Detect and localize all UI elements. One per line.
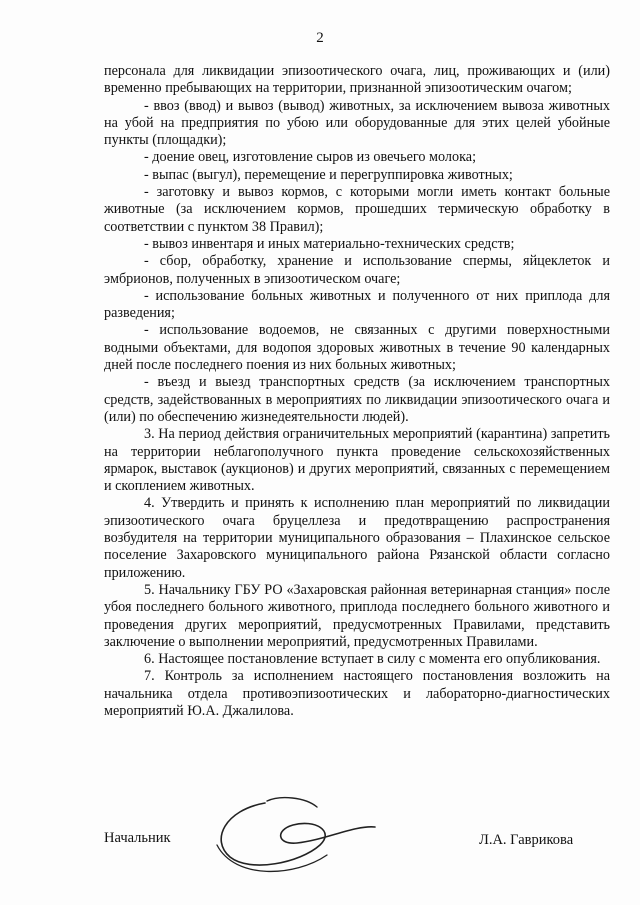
signatory-name: Л.А. Гаврикова (479, 832, 574, 848)
numbered-clause-7: 7. Контроль за исполнением настоящего постановления возложить на начальника отдела противоэпизоотических и лабораторно-диагностических мероприятий Ю.А. Джалилова. (104, 668, 610, 719)
list-item: - заготовку и вывоз кормов, с которыми могли иметь контакт больные животные (за исключением кормов, прошедших термическую обработку в соответствии с пунктом 38 Правил); (104, 184, 610, 235)
list-item: - выпас (выгул), перемещение и перегруппировка животных; (144, 166, 513, 183)
list-item: - сбор, обработку, хранение и использование спермы, яйцеклеток и эмбрионов, полученных в эпизоотическом очаге; (104, 253, 610, 287)
numbered-clause-6: 6. Настоящее постановление вступает в силу с момента его опубликования. (144, 651, 601, 668)
list-item: - ввоз (ввод) и вывоз (вывод) животных, за исключением вывоза животных на убой на предприятия по убою или оборудованные для этих целей убойные пункты (площадки); (104, 97, 610, 149)
signatory-title: Начальник (104, 830, 171, 846)
handwritten-signature (205, 785, 380, 880)
numbered-clause-4: 4. Утвердить и принять к исполнению план мероприятий по ликвидации эпизоотического очага бруцеллеза и предотвращению распространения возбудителя на территории муниципального образования – Плахинское сельское поселение Захаровского муниципального района Рязанской области согласно приложению. (104, 495, 610, 581)
list-item: - доение овец, изготовление сыров из овечьего молока; (144, 149, 477, 166)
list-item: - вывоз инвентаря и иных материально-технических средств; (144, 235, 515, 252)
paragraph: персонала для ликвидации эпизоотического очага, лиц, проживающих и (или) временно пребывающих на территории, признанной эпизоотическим очагом; (104, 63, 610, 97)
list-item: - использование водоемов, не связанных с другими поверхностными водными объектами, для водопоя здоровых животных в течение 90 календарных дней после последнего поения из них больных животных; (104, 322, 610, 374)
numbered-clause-5: 5. Начальнику ГБУ РО «Захаровская районная ветеринарная станция» после убоя последнего больного животного, приплода последнего больного животного и проведения других мероприятий, предусмотренных Правилами, представить заключение о выполнении мероприятий, предусмотренных Правилами. (104, 581, 610, 650)
numbered-clause-3: 3. На период действия ограничительных мероприятий (карантина) запретить на территории неблагополучного пункта проведение сельскохозяйственных ярмарок, выставок (аукционов) и других мероприятий, связанных с перемещением и скоплением животных. (104, 426, 610, 495)
list-item: - использование больных животных и полученного от них приплода для разведения; (104, 287, 610, 322)
document-body (104, 63, 610, 720)
page-number: 2 (316, 30, 324, 46)
list-item: - въезд и выезд транспортных средств (за исключением транспортных средств, задействованных в мероприятиях по ликвидации эпизоотического очага и (или) по обеспечению жизнедеятельности людей). (104, 374, 610, 425)
